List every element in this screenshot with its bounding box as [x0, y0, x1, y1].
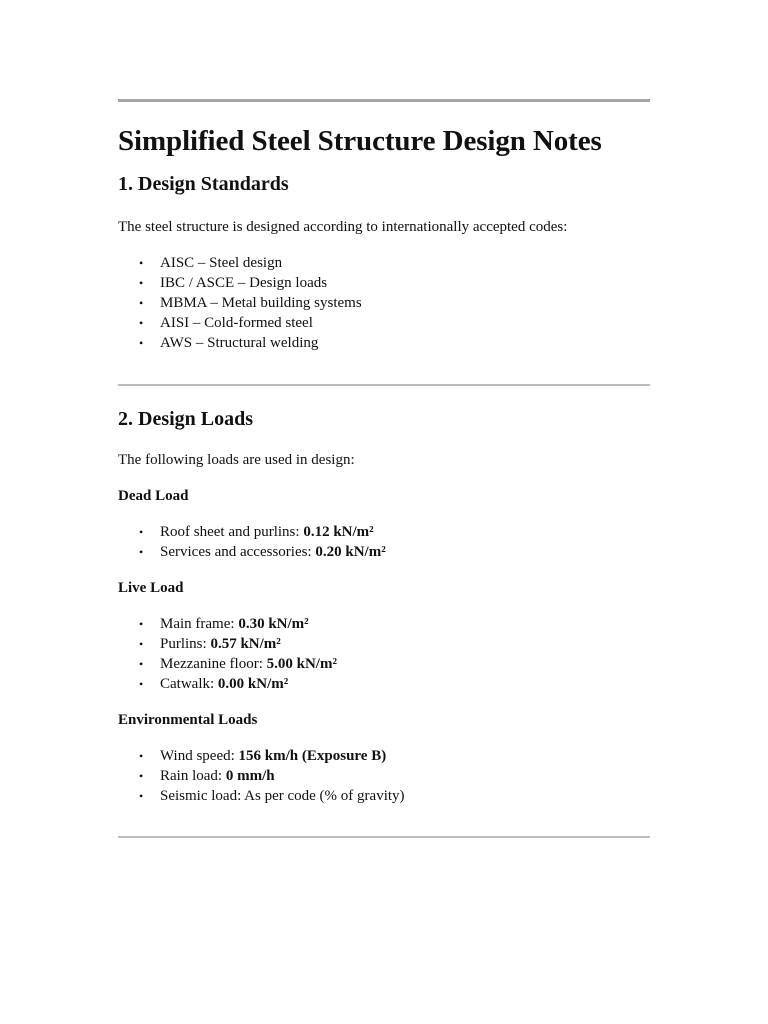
- load-value: 0.57 kN/m²: [210, 636, 281, 652]
- bottom-divider: [118, 836, 650, 838]
- bullet-icon: •: [139, 545, 144, 559]
- section-heading-design-standards: 1. Design Standards: [118, 173, 289, 195]
- load-value: 0.12 kN/m²: [303, 524, 374, 540]
- list-item: • AISI – Cold-formed steel: [139, 315, 313, 331]
- bullet-icon: •: [139, 316, 144, 330]
- list-item: • Seismic load: As per code (% of gravity): [139, 788, 405, 804]
- document-page: [118, 99, 650, 838]
- group-heading-dead-load: Dead Load: [118, 488, 189, 504]
- list-item: • IBC / ASCE – Design loads: [139, 275, 328, 291]
- list-item: • AISC – Steel design: [139, 255, 283, 271]
- load-value: 0.00 kN/m²: [217, 676, 289, 692]
- load-value: 5.00 kN/m²: [266, 656, 337, 672]
- bullet-icon: •: [139, 789, 144, 803]
- top-divider: [118, 99, 650, 102]
- bullet-icon: •: [139, 637, 144, 651]
- group-heading-live-load: Live Load: [118, 580, 184, 596]
- list-item: • Main frame: 0.30 kN/m²: [139, 616, 309, 632]
- list-item: • MBMA – Metal building systems: [139, 295, 362, 311]
- list-item: • AWS – Structural welding: [139, 335, 319, 351]
- group-heading-environmental-loads: Environmental Loads: [118, 712, 258, 728]
- bullet-icon: •: [139, 336, 144, 350]
- live-load-list: [118, 614, 650, 694]
- section-intro-design-standards: The steel structure is designed according to internationally accepted codes:: [118, 219, 568, 235]
- section-divider: [118, 384, 650, 386]
- environmental-load-list: [118, 746, 650, 806]
- list-item: • Rain load: 0 mm/h: [139, 768, 275, 784]
- load-value: 0.30 kN/m²: [238, 616, 309, 632]
- section-intro-design-loads: The following loads are used in design:: [118, 452, 355, 468]
- standards-list: [118, 253, 650, 353]
- list-item: • Purlins: 0.57 kN/m²: [139, 636, 281, 652]
- bullet-icon: •: [139, 769, 144, 783]
- bullet-icon: •: [139, 276, 144, 290]
- bullet-icon: •: [139, 296, 144, 310]
- document-title: Simplified Steel Structure Design Notes: [118, 125, 602, 157]
- bullet-icon: •: [139, 525, 144, 539]
- load-value: 0.20 kN/m²: [315, 544, 386, 560]
- load-value: 0 mm/h: [225, 768, 275, 784]
- list-item: • Catwalk: 0.00 kN/m²: [139, 676, 289, 692]
- bullet-icon: •: [139, 617, 144, 631]
- bullet-icon: •: [139, 256, 144, 270]
- list-item: • Services and accessories: 0.20 kN/m²: [139, 544, 386, 560]
- list-item: • Wind speed: 156 km/h (Exposure B): [139, 748, 387, 764]
- bullet-icon: •: [139, 657, 144, 671]
- section-heading-design-loads: 2. Design Loads: [118, 408, 254, 430]
- dead-load-list: [118, 522, 650, 562]
- list-item: • Roof sheet and purlins: 0.12 kN/m²: [139, 524, 374, 540]
- bullet-icon: •: [139, 677, 144, 691]
- bullet-icon: •: [139, 749, 144, 763]
- list-item: • Mezzanine floor: 5.00 kN/m²: [139, 656, 337, 672]
- load-value: 156 km/h (Exposure B): [238, 748, 387, 764]
